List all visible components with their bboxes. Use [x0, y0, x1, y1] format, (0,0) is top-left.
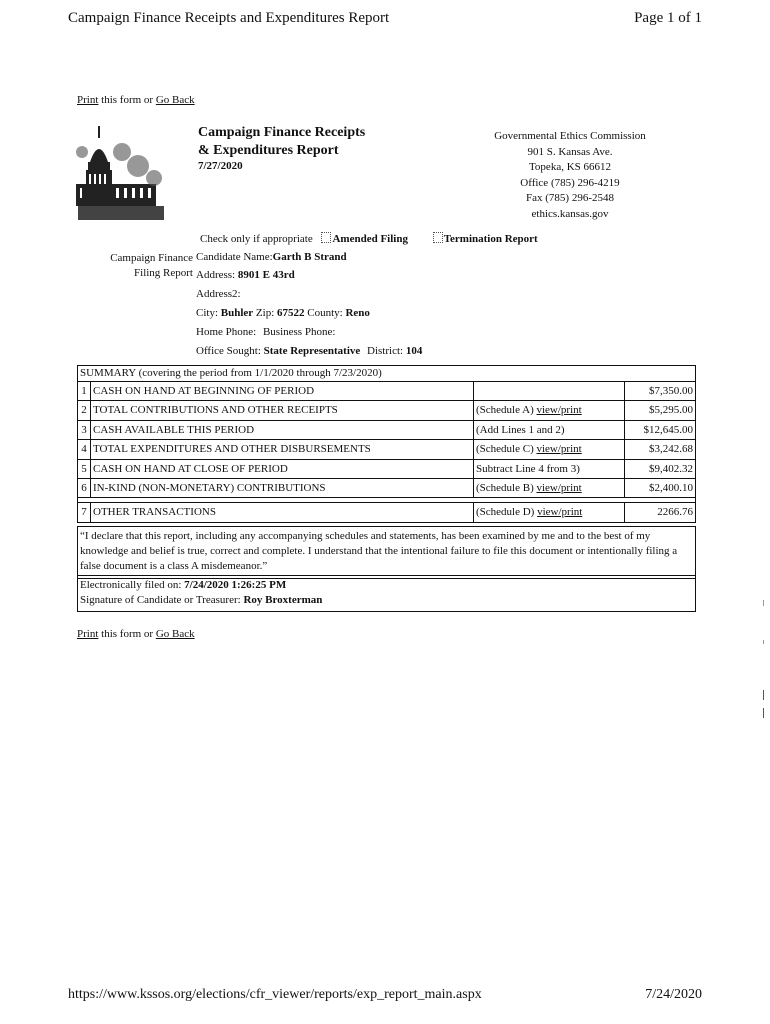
- business-phone-label: Business Phone:: [262, 326, 336, 338]
- office-sought-row: [196, 345, 422, 357]
- electronic-filing-box: [77, 575, 696, 612]
- line-description: CASH AVAILABLE THIS PERIOD: [91, 421, 474, 439]
- commission-name: Governmental Ethics Commission: [494, 130, 646, 142]
- kansas-capitol-logo: [76, 122, 168, 222]
- line-schedule: [474, 440, 625, 458]
- top-nav-line: [77, 94, 195, 106]
- left-label-line2: Filing Report: [134, 267, 193, 279]
- declaration-statement: “I declare that this report, including any accompanying schedules and statements, has been examined by me and to the best of my knowledge and belief is true, correct and complete. I understand that the intentional failure to file this document or intentionally filing a false document is a class A misdemeanor.”: [77, 526, 696, 579]
- campaign-finance-filing-label: [90, 251, 193, 281]
- line-amount: $7,350.00: [649, 385, 693, 397]
- line-description: TOTAL CONTRIBUTIONS AND OTHER RECEIPTS: [91, 401, 474, 419]
- line-amount: $12,645.00: [643, 423, 693, 436]
- city-label: City:: [196, 307, 219, 319]
- report-title-line1: Campaign Finance Receipts: [198, 125, 366, 140]
- commission-office-phone: Office (785) 296-4219: [520, 176, 620, 189]
- table-row: [78, 460, 695, 479]
- commission-street: 901 S. Kansas Ave.: [527, 145, 613, 158]
- filed-on-row: [80, 578, 693, 593]
- commission-address: [480, 129, 660, 222]
- summary-heading: SUMMARY (covering the period from 1/1/2020 through 7/23/2020): [78, 366, 695, 382]
- schedule-label: (Schedule C): [476, 443, 534, 456]
- office-sought-label: Office Sought:: [196, 345, 261, 357]
- page-number: Page 1 of 1: [634, 10, 702, 26]
- county-value: Reno: [345, 307, 370, 319]
- zip-value: 67522: [277, 307, 305, 319]
- table-row: [78, 401, 695, 420]
- line-description: IN-KIND (NON-MONETARY) CONTRIBUTIONS: [91, 479, 474, 497]
- filing-type-row: [200, 232, 538, 245]
- line-number: 1: [78, 382, 91, 400]
- go-back-link-bottom[interactable]: Go Back: [155, 628, 195, 640]
- line-schedule: Subtract Line 4 from 3): [474, 460, 625, 478]
- address-row: [196, 269, 295, 281]
- view-print-link[interactable]: view/print: [536, 404, 582, 417]
- address2-label: Address2:: [196, 288, 241, 300]
- line-schedule: [474, 479, 625, 497]
- amended-filing-label: Amended Filing: [332, 233, 408, 245]
- signature-row: [80, 593, 693, 608]
- line-amount: $2,400.10: [649, 481, 693, 494]
- zip-label: Zip:: [255, 307, 275, 319]
- line-amount: 2266.76: [657, 506, 693, 519]
- filed-on-value: 7/24/2020 1:26:25 PM: [184, 579, 287, 591]
- table-row: [78, 421, 695, 440]
- line-number: 2: [78, 401, 91, 419]
- line-amount: $9,402.32: [649, 462, 693, 475]
- view-print-link[interactable]: view/print: [536, 443, 582, 456]
- report-date: 7/27/2020: [198, 160, 243, 172]
- line-description: OTHER TRANSACTIONS: [91, 503, 474, 521]
- bottom-nav-line: [77, 628, 195, 640]
- report-title: [198, 124, 365, 160]
- amended-filing-checkbox[interactable]: [321, 232, 331, 243]
- candidate-name-row: [196, 251, 347, 263]
- scan-edge-marks: [763, 600, 765, 720]
- view-print-link[interactable]: view/print: [536, 481, 582, 494]
- table-row: [78, 479, 695, 498]
- table-row: [78, 502, 695, 521]
- line-number: 4: [78, 440, 91, 458]
- district-label: District:: [367, 345, 404, 357]
- phone-row: [196, 326, 335, 338]
- schedule-label: (Schedule D): [476, 506, 535, 519]
- candidate-name-label: Candidate Name:: [196, 251, 273, 263]
- left-label-line1: Campaign Finance: [110, 252, 193, 264]
- check-instruction: Check only if appropriate: [200, 233, 313, 245]
- print-link-bottom[interactable]: Print: [77, 628, 99, 640]
- line-schedule: [474, 503, 625, 521]
- line-number: 3: [78, 421, 91, 439]
- termination-report-checkbox[interactable]: [433, 232, 443, 243]
- filed-on-label: Electronically filed on:: [80, 579, 182, 591]
- view-print-link[interactable]: view/print: [537, 506, 583, 519]
- schedule-label: (Schedule B): [476, 481, 534, 494]
- line-description: CASH ON HAND AT BEGINNING OF PERIOD: [91, 382, 474, 400]
- commission-city: Topeka, KS 66612: [528, 161, 612, 173]
- county-label: County:: [307, 307, 343, 319]
- line-amount: $5,295.00: [649, 404, 693, 417]
- candidate-name-value: Garth B Strand: [272, 251, 347, 263]
- report-title-line2: & Expenditures Report: [198, 143, 339, 158]
- line-schedule: [474, 401, 625, 419]
- footer-url: https://www.kssos.org/elections/cfr_viewer/reports/exp_report_main.aspx: [68, 987, 482, 1002]
- line-number: 7: [78, 503, 91, 521]
- line-amount: $3,242.68: [649, 443, 693, 456]
- address2-row: [196, 288, 241, 300]
- city-row: [196, 307, 370, 319]
- district-value: 104: [405, 345, 423, 357]
- footer-date: 7/24/2020: [645, 987, 702, 1002]
- go-back-link[interactable]: Go Back: [155, 94, 195, 106]
- termination-report-label: Termination Report: [443, 233, 538, 245]
- line-schedule: (Add Lines 1 and 2): [474, 421, 625, 439]
- signature-value: Roy Broxterman: [243, 594, 323, 606]
- office-sought-value: State Representative: [263, 345, 361, 357]
- line-description: CASH ON HAND AT CLOSE OF PERIOD: [91, 460, 474, 478]
- nav-connector-text: this form or: [101, 94, 154, 106]
- line-description: TOTAL EXPENDITURES AND OTHER DISBURSEMENTS: [91, 440, 474, 458]
- nav-connector-text-bottom: this form or: [101, 628, 154, 640]
- schedule-label: (Schedule A): [476, 404, 534, 417]
- signature-label: Signature of Candidate or Treasurer:: [80, 594, 241, 606]
- table-row: [78, 440, 695, 459]
- address-value: 8901 E 43rd: [237, 269, 295, 281]
- line-number: 5: [78, 460, 91, 478]
- line-schedule: [474, 382, 625, 400]
- summary-table: [77, 365, 696, 523]
- commission-website: ethics.kansas.gov: [531, 207, 609, 220]
- page-header-title: Campaign Finance Receipts and Expenditures Report: [68, 10, 390, 26]
- line-number: 6: [78, 479, 91, 497]
- commission-fax: Fax (785) 296-2548: [526, 192, 614, 204]
- address-label: Address:: [196, 269, 236, 281]
- home-phone-label: Home Phone:: [196, 326, 257, 338]
- city-value: Buhler: [220, 307, 254, 319]
- print-link[interactable]: Print: [77, 94, 99, 106]
- table-row: [78, 382, 695, 401]
